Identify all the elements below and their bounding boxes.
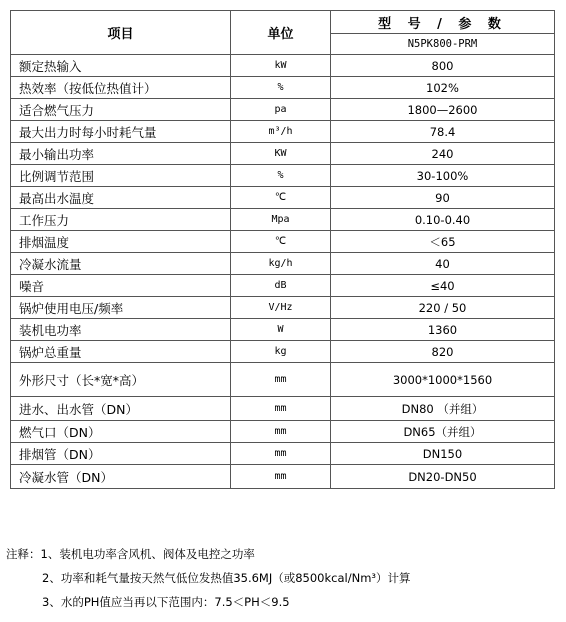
- row-unit: mm: [231, 443, 331, 465]
- table-row: [11, 187, 555, 209]
- row-unit: W: [231, 319, 331, 341]
- table-row: [11, 297, 555, 319]
- row-unit: mm: [231, 421, 331, 443]
- row-unit: V/Hz: [231, 297, 331, 319]
- table-row: [11, 55, 555, 77]
- row-unit: %: [231, 77, 331, 99]
- row-unit: kg/h: [231, 253, 331, 275]
- row-item: 冷凝水流量: [11, 253, 231, 275]
- row-value: ≤40: [331, 275, 555, 297]
- row-unit: mm: [231, 465, 331, 489]
- row-item: 排烟管（DN）: [11, 443, 231, 465]
- table-row: [11, 165, 555, 187]
- row-item: 燃气口（DN）: [11, 421, 231, 443]
- row-value: 78.4: [331, 121, 555, 143]
- row-unit: mm: [231, 397, 331, 421]
- row-unit: ℃: [231, 231, 331, 253]
- row-unit: Mpa: [231, 209, 331, 231]
- row-item: 进水、出水管（DN）: [11, 397, 231, 421]
- header-model: N5PK800-PRM: [331, 34, 555, 55]
- row-unit: mm: [231, 363, 331, 397]
- table-row: [11, 319, 555, 341]
- row-item: 适合燃气压力: [11, 99, 231, 121]
- row-value: DN80 （并组）: [331, 397, 555, 421]
- row-unit: %: [231, 165, 331, 187]
- table-row: [11, 77, 555, 99]
- row-value: 0.10-0.40: [331, 209, 555, 231]
- row-value: 3000*1000*1560: [331, 363, 555, 397]
- row-item: 锅炉总重量: [11, 341, 231, 363]
- row-item: 锅炉使用电压/频率: [11, 297, 231, 319]
- table-row: [11, 397, 555, 421]
- table-row: [11, 341, 555, 363]
- row-item: 最大出力时每小时耗气量: [11, 121, 231, 143]
- row-unit: KW: [231, 143, 331, 165]
- row-value: DN65（并组）: [331, 421, 555, 443]
- table-row: [11, 143, 555, 165]
- header-unit: 单位: [231, 11, 331, 55]
- row-item: 额定热输入: [11, 55, 231, 77]
- row-value: 1360: [331, 319, 555, 341]
- header-model-param: 型 号 / 参 数: [331, 11, 555, 34]
- header-item: 项目: [11, 11, 231, 55]
- row-item: 冷凝水管（DN）: [11, 465, 231, 489]
- note-2: 2、功率和耗气量按天然气低位发热值35.6MJ（或8500kcal/Nm³）计算: [42, 571, 411, 585]
- table-row: [11, 275, 555, 297]
- notes: [6, 542, 411, 614]
- row-value: 30-100%: [331, 165, 555, 187]
- table-row: [11, 465, 555, 489]
- row-item: 最高出水温度: [11, 187, 231, 209]
- row-value: 800: [331, 55, 555, 77]
- row-item: 装机电功率: [11, 319, 231, 341]
- row-value: 102%: [331, 77, 555, 99]
- row-value: DN150: [331, 443, 555, 465]
- row-unit: kW: [231, 55, 331, 77]
- note-1: 注释：1、装机电功率含风机、阀体及电控之功率: [6, 547, 255, 561]
- row-item: 外形尺寸（长*宽*高）: [11, 363, 231, 397]
- table-row: [11, 421, 555, 443]
- row-value: 820: [331, 341, 555, 363]
- row-item: 排烟温度: [11, 231, 231, 253]
- row-item: 热效率（按低位热值计）: [11, 77, 231, 99]
- row-item: 最小输出功率: [11, 143, 231, 165]
- row-value: 1800—2600: [331, 99, 555, 121]
- row-value: ＜65: [331, 231, 555, 253]
- row-value: 40: [331, 253, 555, 275]
- row-value: DN20-DN50: [331, 465, 555, 489]
- table-row: [11, 443, 555, 465]
- row-item: 比例调节范围: [11, 165, 231, 187]
- row-unit: pa: [231, 99, 331, 121]
- table-row: [11, 209, 555, 231]
- row-value: 240: [331, 143, 555, 165]
- spec-table: [10, 10, 555, 489]
- row-unit: m³/h: [231, 121, 331, 143]
- row-value: 90: [331, 187, 555, 209]
- table-row: [11, 231, 555, 253]
- row-unit: ℃: [231, 187, 331, 209]
- table-row: [11, 363, 555, 397]
- note-3: 3、水的PH值应当再以下范围内：7.5＜PH＜9.5: [42, 595, 290, 609]
- row-unit: kg: [231, 341, 331, 363]
- table-row: [11, 253, 555, 275]
- header-row: [11, 11, 555, 34]
- row-item: 工作压力: [11, 209, 231, 231]
- row-item: 噪音: [11, 275, 231, 297]
- row-value: 220 / 50: [331, 297, 555, 319]
- row-unit: dB: [231, 275, 331, 297]
- table-row: [11, 99, 555, 121]
- table-row: [11, 121, 555, 143]
